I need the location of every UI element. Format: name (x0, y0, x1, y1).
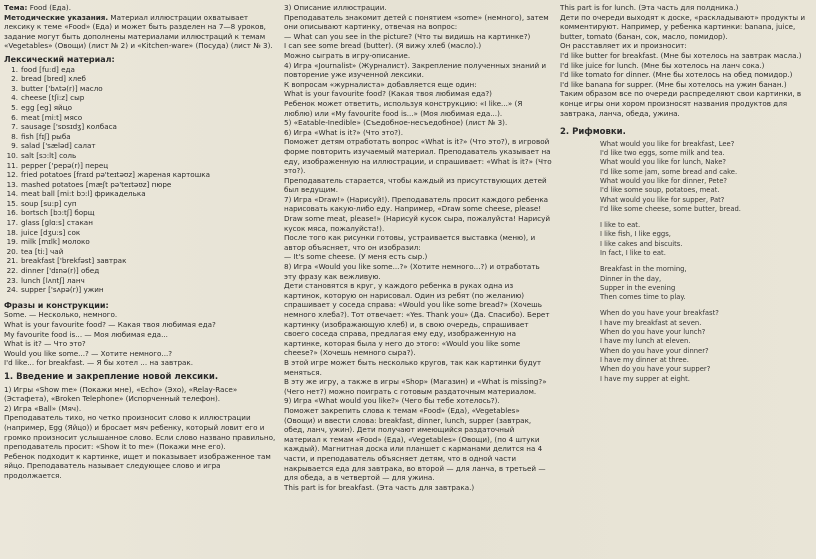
phrase-line: I'd like... for breakfast. — Я бы хотел ... на завтрак. (4, 358, 194, 368)
rhyme-line: I like fish, I like eggs, (600, 230, 671, 239)
vocab-text: milk [mɪlk] молоко (21, 237, 90, 247)
middle-paragraph: — It's some cheese. (У меня есть сыр.) (284, 252, 428, 262)
vocab-text: supper ['sʌpə(r)] ужин (21, 285, 104, 295)
vocab-text: juice [dʒu:s] сок (21, 227, 81, 237)
lexicon-heading: Лексический материал: (4, 54, 115, 64)
vocab-text: mashed potatoes [mæʃt pə'teɪtəʊz] пюре (21, 179, 172, 189)
vocab-text: meat [mi:t] мясо (21, 112, 83, 122)
phrase-line: What is your favourite food? — Какая твоя любимая еда? (4, 320, 216, 329)
rhyme-line: I'd like some jam, some bread and cake. (600, 167, 738, 176)
phrases-heading: Фразы и конструкции: (4, 300, 109, 310)
rhyme-line: Supper in the evening (600, 283, 676, 292)
middle-paragraph: 6) Игра «What is it?» (Что это?). (284, 127, 404, 137)
vocab-item: 20. tea [ti:] чай (6, 246, 64, 256)
phrase-line: Would you like some...? — Хотите немного...? (4, 348, 173, 358)
middle-paragraph: Поможет детям отработать вопрос «What is it?» (Что это?), в игровой форме повторить изучаемый материал. Преподаватель указывает на еду, изображенную на иллюстрации, и спрашивает: «What is it?» (Что это?). (284, 137, 552, 176)
vocab-item: 7. sausage ['sɒsɪdʒ] колбаса (11, 122, 117, 132)
middle-paragraph: Преподаватель знакомит детей с понятием «some» (немного), затем они описывают картинку, отвечая на вопрос: (284, 12, 549, 32)
section1-body (4, 385, 280, 481)
middle-paragraph: — What can you see in the picture? (Что ты видишь на картинке?) (284, 31, 531, 41)
middle-paragraph: 3) Описание иллюстрации. (284, 3, 387, 12)
vocab-text: sausage ['sɒsɪdʒ] колбаса (21, 122, 117, 132)
method-text: Материал иллюстрации охватывает лексику к теме «Food» (Еда) и может быть разделен на 7—8 уроков, задание могут быть дополнены материалами иллюстраций к темам «Vegetables» (Овощи) (лист № 2) и «Kitchen-ware» (Посуда) (лист № 3). (4, 12, 273, 51)
right-paragraph: I'd like butter for breakfast. (Мне бы хотелось на завтрак масла.) (560, 50, 802, 60)
rhyme-line: What would you like for dinner, Pete? (600, 176, 727, 185)
vocab-text: dinner ['dɪnə(r)] обед (21, 266, 100, 276)
right-paragraph: Он расставляет их и произносит: (560, 41, 687, 51)
middle-paragraph: 7) Игра «Draw!» (Нарисуй!). Преподаватель просит каждого ребенка нарисовать какую-либо еду. Например, «Draw some cheese, please! Draw some meat, please!» (Нарисуй кусок сыра, пожалуйста! Нарисуй кусок мяса, пожалуйста!). (284, 194, 551, 233)
rhyme-3 (560, 265, 812, 302)
middle-paragraph: Дети становятся в круг, у каждого ребенка в руках одна из картинок, которую он нарисовал. Один из ребят (по желанию) спрашивает у соседа справа: «Would you like some bread?» (Хочешь немного хлеба?). Тот отвечает: «Yes. Thank you» (Да. Спасибо). Берет картинку (изображающую хлеб) и, в свою очередь, спрашивает своего соседа справа, предлагая ему еду, изображенную на картинке, которая была у него до этого: «Would you like some cheese?» (Хочешь немного сыра?). (284, 281, 550, 358)
right-paragraph: Таким образом все по очереди распределяют свои картинки, в конце игры они хором произносят названия продуктов для завтрака, ланча, обеда, ужина. (560, 89, 802, 118)
right-paragraph: I'd like juice for lunch. (Мне бы хотелось на ланч сока.) (560, 60, 765, 70)
phrase-line: Some. — Несколько, немного. (4, 310, 118, 320)
vocab-text: fish [fɪʃ] рыба (21, 131, 71, 141)
vocab-text: bread [bred] хлеб (21, 74, 86, 84)
right-body (560, 3, 812, 118)
rhyme-line: Then comes time to play. (600, 293, 686, 302)
rhyme-line: I have my supper at eight. (600, 374, 690, 383)
middle-body (284, 3, 552, 492)
section2-heading: 2. Рифмовки. (560, 127, 626, 138)
middle-paragraph: Можно сыграть в игру-описание. (284, 50, 411, 60)
section1-paragraph: 2) Игра «Ball» (Мяч). (4, 403, 82, 413)
rhyme-2 (560, 221, 812, 258)
section1-paragraph: 1) Игры «Show me» (Покажи мне), «Echo» (Эхо), «Relay-Race» (Эстафета), «Broken Telephone» (Испорченный телефон). (4, 384, 238, 404)
rhyme-line: When do you have your breakfast? (600, 309, 719, 318)
rhyme-1 (560, 140, 812, 214)
vocab-item: 8. fish [fɪʃ] рыба (11, 131, 71, 141)
middle-paragraph: После того как рисунки готовы, устраивается выставка (меню), и автор объясняет, что он изобразил: (284, 233, 536, 252)
vocab-item: 18. juice [dʒu:s] сок (6, 227, 81, 237)
rhyme-line: I have my breakfast at seven. (600, 318, 702, 327)
vocab-text: breakfast ['brekfəst] завтрак (21, 256, 127, 266)
vocab-item: 17. glass [glɑ:s] стакан (6, 218, 93, 228)
rhyme-line: Dinner in the day, (600, 274, 662, 283)
section1-heading: 1. Введение и закрепление новой лексики. (4, 371, 219, 382)
method-label: Методические указания. (4, 12, 109, 22)
vocab-item: 22. dinner ['dɪnə(r)] обед (6, 266, 100, 276)
middle-paragraph: В эту же игру, а также в игры «Shop» (Магазин) и «What is missing?» (Чего нет?) можно поиграть с готовым раздаточным материалом. (284, 377, 547, 396)
vocab-item: 1. food [fu:d] еда (11, 64, 75, 74)
rhyme-line: I'd like some soup, potatoes, meat. (600, 186, 720, 195)
middle-paragraph: 4) Игра «Journalist» (Журналист). Закрепление полученных знаний и повторение уже изученной лексики. (284, 60, 547, 80)
column-left (4, 3, 280, 557)
rhyme-line: I have my lunch at eleven. (600, 337, 691, 346)
vocab-item: 6. meat [mi:t] мясо (11, 112, 83, 122)
vocab-item: 15. soup [su:p] суп (6, 198, 77, 208)
rhyme-4 (560, 309, 812, 383)
vocab-text: fried potatoes [fraɪd pə'teɪtəʊz] жареная картошка (21, 170, 211, 180)
rhyme-line: I like to eat. (600, 221, 641, 230)
vocab-item: 13. mashed potatoes [mæʃt pə'teɪtəʊz] пюре (6, 179, 172, 189)
column-right (560, 3, 812, 557)
right-paragraph: I'd like tomato for dinner. (Мне бы хотелось на обед помидор.) (560, 70, 793, 80)
middle-paragraph: 8) Игра «Would you like some...?» (Хотите немного...?) и отработать эту фразу как вежливую. (284, 262, 540, 281)
middle-paragraph: This part is for breakfast. (Эта часть для завтрака.) (284, 482, 475, 492)
rhyme-line: Breakfast in the morning, (600, 265, 687, 274)
vocab-text: egg [eg] яйцо (21, 102, 72, 112)
vocab-text: pepper ['pepə(r)] перец (21, 160, 109, 170)
topic-value: Food (Еда). (29, 3, 72, 12)
rhyme-line: When do you have your dinner? (600, 346, 709, 355)
vocab-text: food [fu:d] еда (21, 64, 75, 74)
section1-paragraph: Преподаватель тихо, но четко произносит слово к иллюстрации (например, Egg (Яйцо)) и бросает мяч ребенку, который ловит его и громко произносит услышанное слово. Если слово названо правильно, преподаватель просит: «Show it to me» (Покажи мне его). (4, 413, 276, 452)
vocab-text: bortsch [bɔ:tʃ] борщ (21, 208, 95, 218)
middle-paragraph: Преподаватель старается, чтобы каждый из присутствующих детей был ведущим. (284, 175, 547, 195)
rhyme-line: I like cakes and biscuits. (600, 239, 683, 248)
middle-paragraph: К вопросам «журналиста» добавляется еще один: (284, 79, 477, 89)
vocab-item: 19. milk [mɪlk] молоко (6, 237, 90, 247)
vocab-item: 11. pepper ['pepə(r)] перец (6, 160, 109, 170)
vocab-text: salt [sɔ:lt] соль (21, 150, 77, 160)
vocab-text: tea [ti:] чай (21, 246, 64, 256)
vocab-item: 16. bortsch [bɔ:tʃ] борщ (6, 208, 95, 218)
vocab-item: 14. meat ball [mi:t bɔ:l] фрикаделька (6, 189, 146, 199)
middle-paragraph: Поможет закрепить слова к темам «Food» (Еда), «Vegetables» (Овощи) и ввести слова: breakfast, dinner, lunch, supper (завтрак, обед, ланч, ужин). Дети получают имеющийся раздаточный материал к темам «Food» (Еда), «Vegetables» (Овощи), (по 4 штуки каждый). Магнитная доска или планшет с карманами делится на 4 части, и преподаватель объясняет детям, что в одной части накрывается еда для завтрака, во второй — для ланча, в третьей — для обеда, а в четвертой — для ужина. (284, 405, 546, 483)
vocab-item: 5. egg [eg] яйцо (11, 102, 72, 112)
middle-paragraph: I can see some bread (butter). (Я вижу хлеб (масло).) (284, 41, 482, 51)
vocab-item: 12. fried potatoes [fraɪd pə'teɪtəʊz] жареная картошка (6, 170, 211, 180)
rhyme-line: When do you have your supper? (600, 365, 711, 374)
right-paragraph: I'd like banana for supper. (Мне бы хотелось на ужин банан.) (560, 79, 787, 89)
rhyme-line: What would you like for breakfast, Lee? (600, 139, 735, 148)
vocab-item: 21. breakfast ['brekfəst] завтрак (6, 256, 127, 266)
middle-paragraph: Ребенок может ответить, используя конструкцию: «I like...» (Я люблю) или «My favourite food is...» (Моя любимая еда...). (284, 98, 523, 118)
topic-line (4, 3, 280, 13)
middle-paragraph: 9) Игра «What would you like?» (Чего бы тебе хотелось?). (284, 396, 500, 406)
middle-paragraph: 5) «Eatable-Inedible» (Съедобное-несъедобное) (лист № 3). (284, 118, 508, 128)
rhyme-line: What would you like for supper, Pat? (600, 195, 725, 204)
topic-label: Тема: (4, 3, 28, 12)
rhyme-line: I'd like some cheese, some butter, bread. (600, 204, 741, 213)
vocab-item: 4. cheese [tʃi:z] сыр (11, 93, 85, 103)
vocab-text: glass [glɑ:s] стакан (21, 218, 93, 228)
vocab-text: salad ['sæləd] салат (21, 141, 96, 151)
rhyme-line: In fact, I like to eat. (600, 248, 666, 257)
rhyme-line: What would you like for lunch, Nake? (600, 158, 726, 167)
vocab-text: cheese [tʃi:z] сыр (21, 93, 85, 103)
rhyme-line: When do you have your lunch? (600, 328, 706, 337)
phrase-line: What is it? — Что это? (4, 339, 86, 349)
vocab-item: 3. butter ['bʌtə(r)] масло (11, 83, 103, 93)
vocab-text: lunch [lʌntʃ] ланч (21, 275, 85, 285)
phrase-line: My favourite food is... — Моя любимая еда... (4, 329, 168, 339)
rhyme-line: I have my dinner at three. (600, 355, 689, 364)
section1-paragraph: Ребенок подходит к картинке, ищет и показывает изображенное там яйцо. Преподаватель называет следующее слово и игра продолжается. (4, 451, 271, 480)
right-paragraph: This part is for lunch. (Эта часть для полдника.) (560, 3, 739, 12)
vocab-text: soup [su:p] суп (21, 198, 77, 208)
method-paragraph (4, 13, 280, 51)
vocab-item: 10. salt [sɔ:lt] соль (6, 150, 77, 160)
phrases-list (4, 310, 280, 368)
middle-paragraph: What is your favourite food? (Какая твоя любимая еда?) (284, 89, 492, 99)
vocabulary-list (4, 65, 280, 295)
column-middle (284, 3, 552, 557)
vocab-item: 9. salad ['sæləd] салат (11, 141, 96, 151)
vocab-text: meat ball [mi:t bɔ:l] фрикаделька (21, 189, 146, 199)
right-paragraph: Дети по очереди выходят к доске, «раскладывают» продукты и комментируют. Например, у ребенка картинки: banana, juice, butter, tomato (банан, сок, масло, помидор). (560, 12, 806, 41)
middle-paragraph: В этой игре может быть несколько кругов, так как картинки будут меняться. (284, 357, 542, 377)
vocab-item: 24. supper ['sʌpə(r)] ужин (6, 285, 104, 295)
vocab-text: butter ['bʌtə(r)] масло (21, 83, 103, 93)
rhyme-line: I'd like two eggs, some milk and tea. (600, 149, 725, 158)
vocab-item: 2. bread [bred] хлеб (11, 74, 86, 84)
vocab-item: 23. lunch [lʌntʃ] ланч (6, 275, 85, 285)
